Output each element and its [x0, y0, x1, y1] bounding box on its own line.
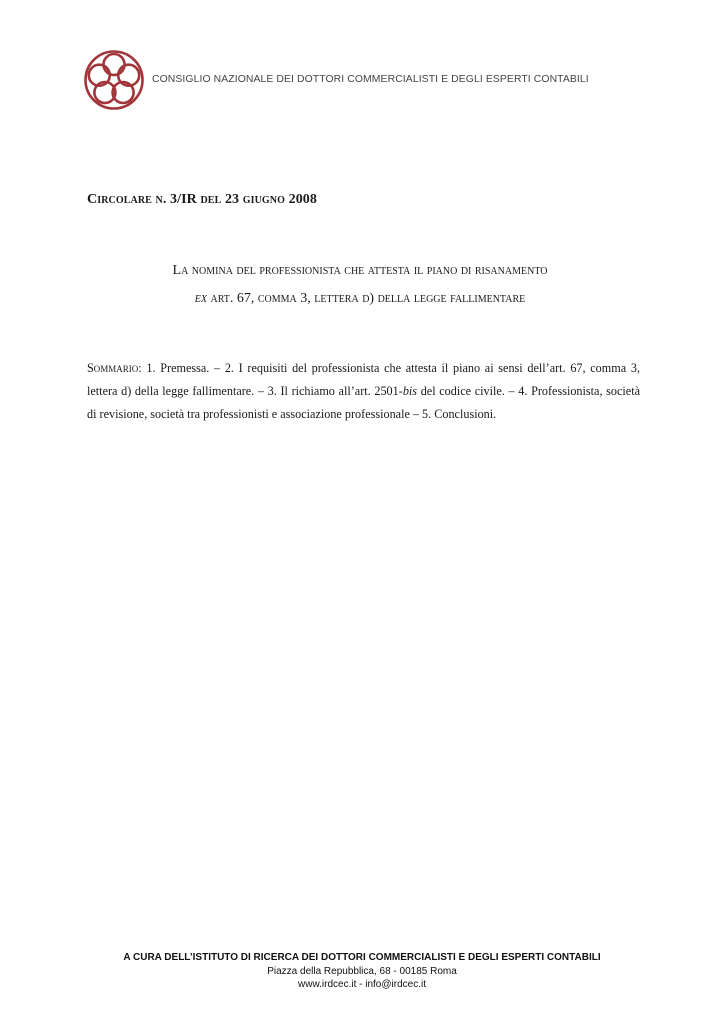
footer-contacts: www.irdcec.it - info@irdcec.it	[298, 979, 426, 990]
document-title-line1: La nomina del professionista che attesta il piano di risanamento	[172, 263, 548, 278]
cndcec-logo-icon	[83, 49, 145, 111]
summary-label: Sommario	[87, 361, 139, 375]
summary-text-2: del codice civile. – 4. Professionista, società di revisione, società tra professionisti e associazione professionale – 5. Conclusioni.	[87, 384, 641, 421]
document-title-line2-text: art. 67, comma 3, lettera d) della legge fallimentare	[206, 291, 526, 306]
summary-italic-bis: bis	[402, 384, 418, 398]
circolare-title: Circolare n. 3/IR del 23 giugno 2008	[87, 192, 318, 207]
summary-paragraph	[87, 357, 640, 426]
footer-address: Piazza della Repubblica, 68 - 00185 Roma	[267, 966, 457, 977]
document-title-ex: ex	[194, 291, 207, 306]
footer-institute: A CURA DELL’ISTITUTO DI RICERCA DEI DOTTORI COMMERCIALISTI E DEGLI ESPERTI CONTABILI	[123, 952, 601, 963]
document-title-line2	[87, 291, 633, 307]
organization-name: CONSIGLIO NAZIONALE DEI DOTTORI COMMERCIALISTI E DEGLI ESPERTI CONTABILI	[152, 74, 589, 85]
summary-text-1: : 1. Premessa. – 2. I requisiti del professionista che attesta il piano ai sensi dell’art. 67, comma 3, lettera d) della legge fallimentare. – 3. Il richiamo all’art. 2501-	[87, 361, 640, 398]
